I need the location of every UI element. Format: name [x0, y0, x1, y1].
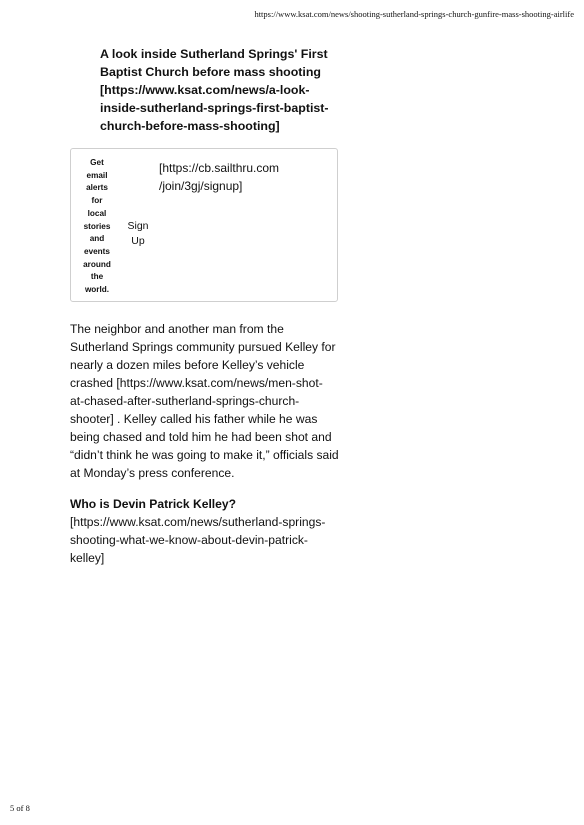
paragraph-line: The neighbor and another man from the: [70, 322, 284, 336]
related-link-line: inside-sutherland-springs-first-baptist-: [100, 101, 329, 115]
related-link-line: Baptist Church before mass shooting: [100, 65, 321, 79]
signup-text-line: around: [83, 259, 111, 269]
signup-url-line: /join/3gj/signup]: [159, 179, 243, 193]
section-link-line: [https://www.ksat.com/news/sutherland-springs-: [70, 515, 326, 529]
signup-text-line: local: [87, 208, 107, 218]
signup-text-line: email: [86, 170, 108, 180]
related-article-link[interactable]: [100, 45, 350, 135]
section-link-line: kelley]: [70, 551, 105, 565]
related-link-line: [https://www.ksat.com/news/a-look-: [100, 83, 310, 97]
sign-up-label: Up: [131, 234, 145, 247]
paragraph-line: nearly a dozen miles before Kelley’s vehicle: [70, 358, 305, 372]
paragraph-line: at Monday’s press conference.: [70, 466, 235, 480]
section-link-line: shooting-what-we-know-about-devin-patrick-: [70, 533, 308, 547]
sign-up-label: Sign: [127, 220, 149, 232]
sign-up-button[interactable]: [123, 219, 153, 248]
paragraph-line: at-chased-after-sutherland-springs-church-: [70, 394, 300, 408]
paragraph-line: crashed [https://www.ksat.com/news/men-shot-: [70, 376, 323, 390]
page-url: https://www.ksat.com/news/shooting-sutherland-springs-church-gunfire-mass-shooting-airlife: [254, 9, 574, 19]
signup-text-line: for: [91, 196, 103, 206]
signup-text-line: world.: [84, 285, 110, 295]
signup-text-line: events: [84, 246, 110, 256]
section-link[interactable]: [70, 513, 360, 567]
signup-text-line: the: [90, 272, 104, 282]
signup-text-line: alerts: [86, 183, 108, 193]
signup-text-line: and: [89, 234, 105, 244]
signup-url-link[interactable]: [159, 159, 279, 195]
signup-url-line: [https://cb.sailthru.com: [159, 161, 280, 175]
paragraph-line: Sutherland Springs community pursued Kelley for: [70, 340, 336, 354]
signup-text-line: Get: [90, 158, 104, 167]
paragraph-line: shooter] . Kelley called his father while he was: [70, 412, 318, 426]
signup-description: [79, 157, 115, 297]
signup-text-line: stories: [83, 221, 111, 231]
page-number: 5 of 8: [10, 803, 30, 813]
paragraph-line: “didn’t think he was going to make it,” officials said: [70, 448, 339, 462]
related-link-line: A look inside Sutherland Springs' First: [100, 47, 328, 61]
paragraph-line: being chased and told him he had been shot and: [70, 430, 332, 444]
article-paragraph: [70, 320, 360, 482]
section-heading[interactable]: Who is Devin Patrick Kelley?: [70, 497, 237, 511]
email-signup-box: [70, 148, 338, 302]
related-link-line: church-before-mass-shooting]: [100, 119, 280, 133]
